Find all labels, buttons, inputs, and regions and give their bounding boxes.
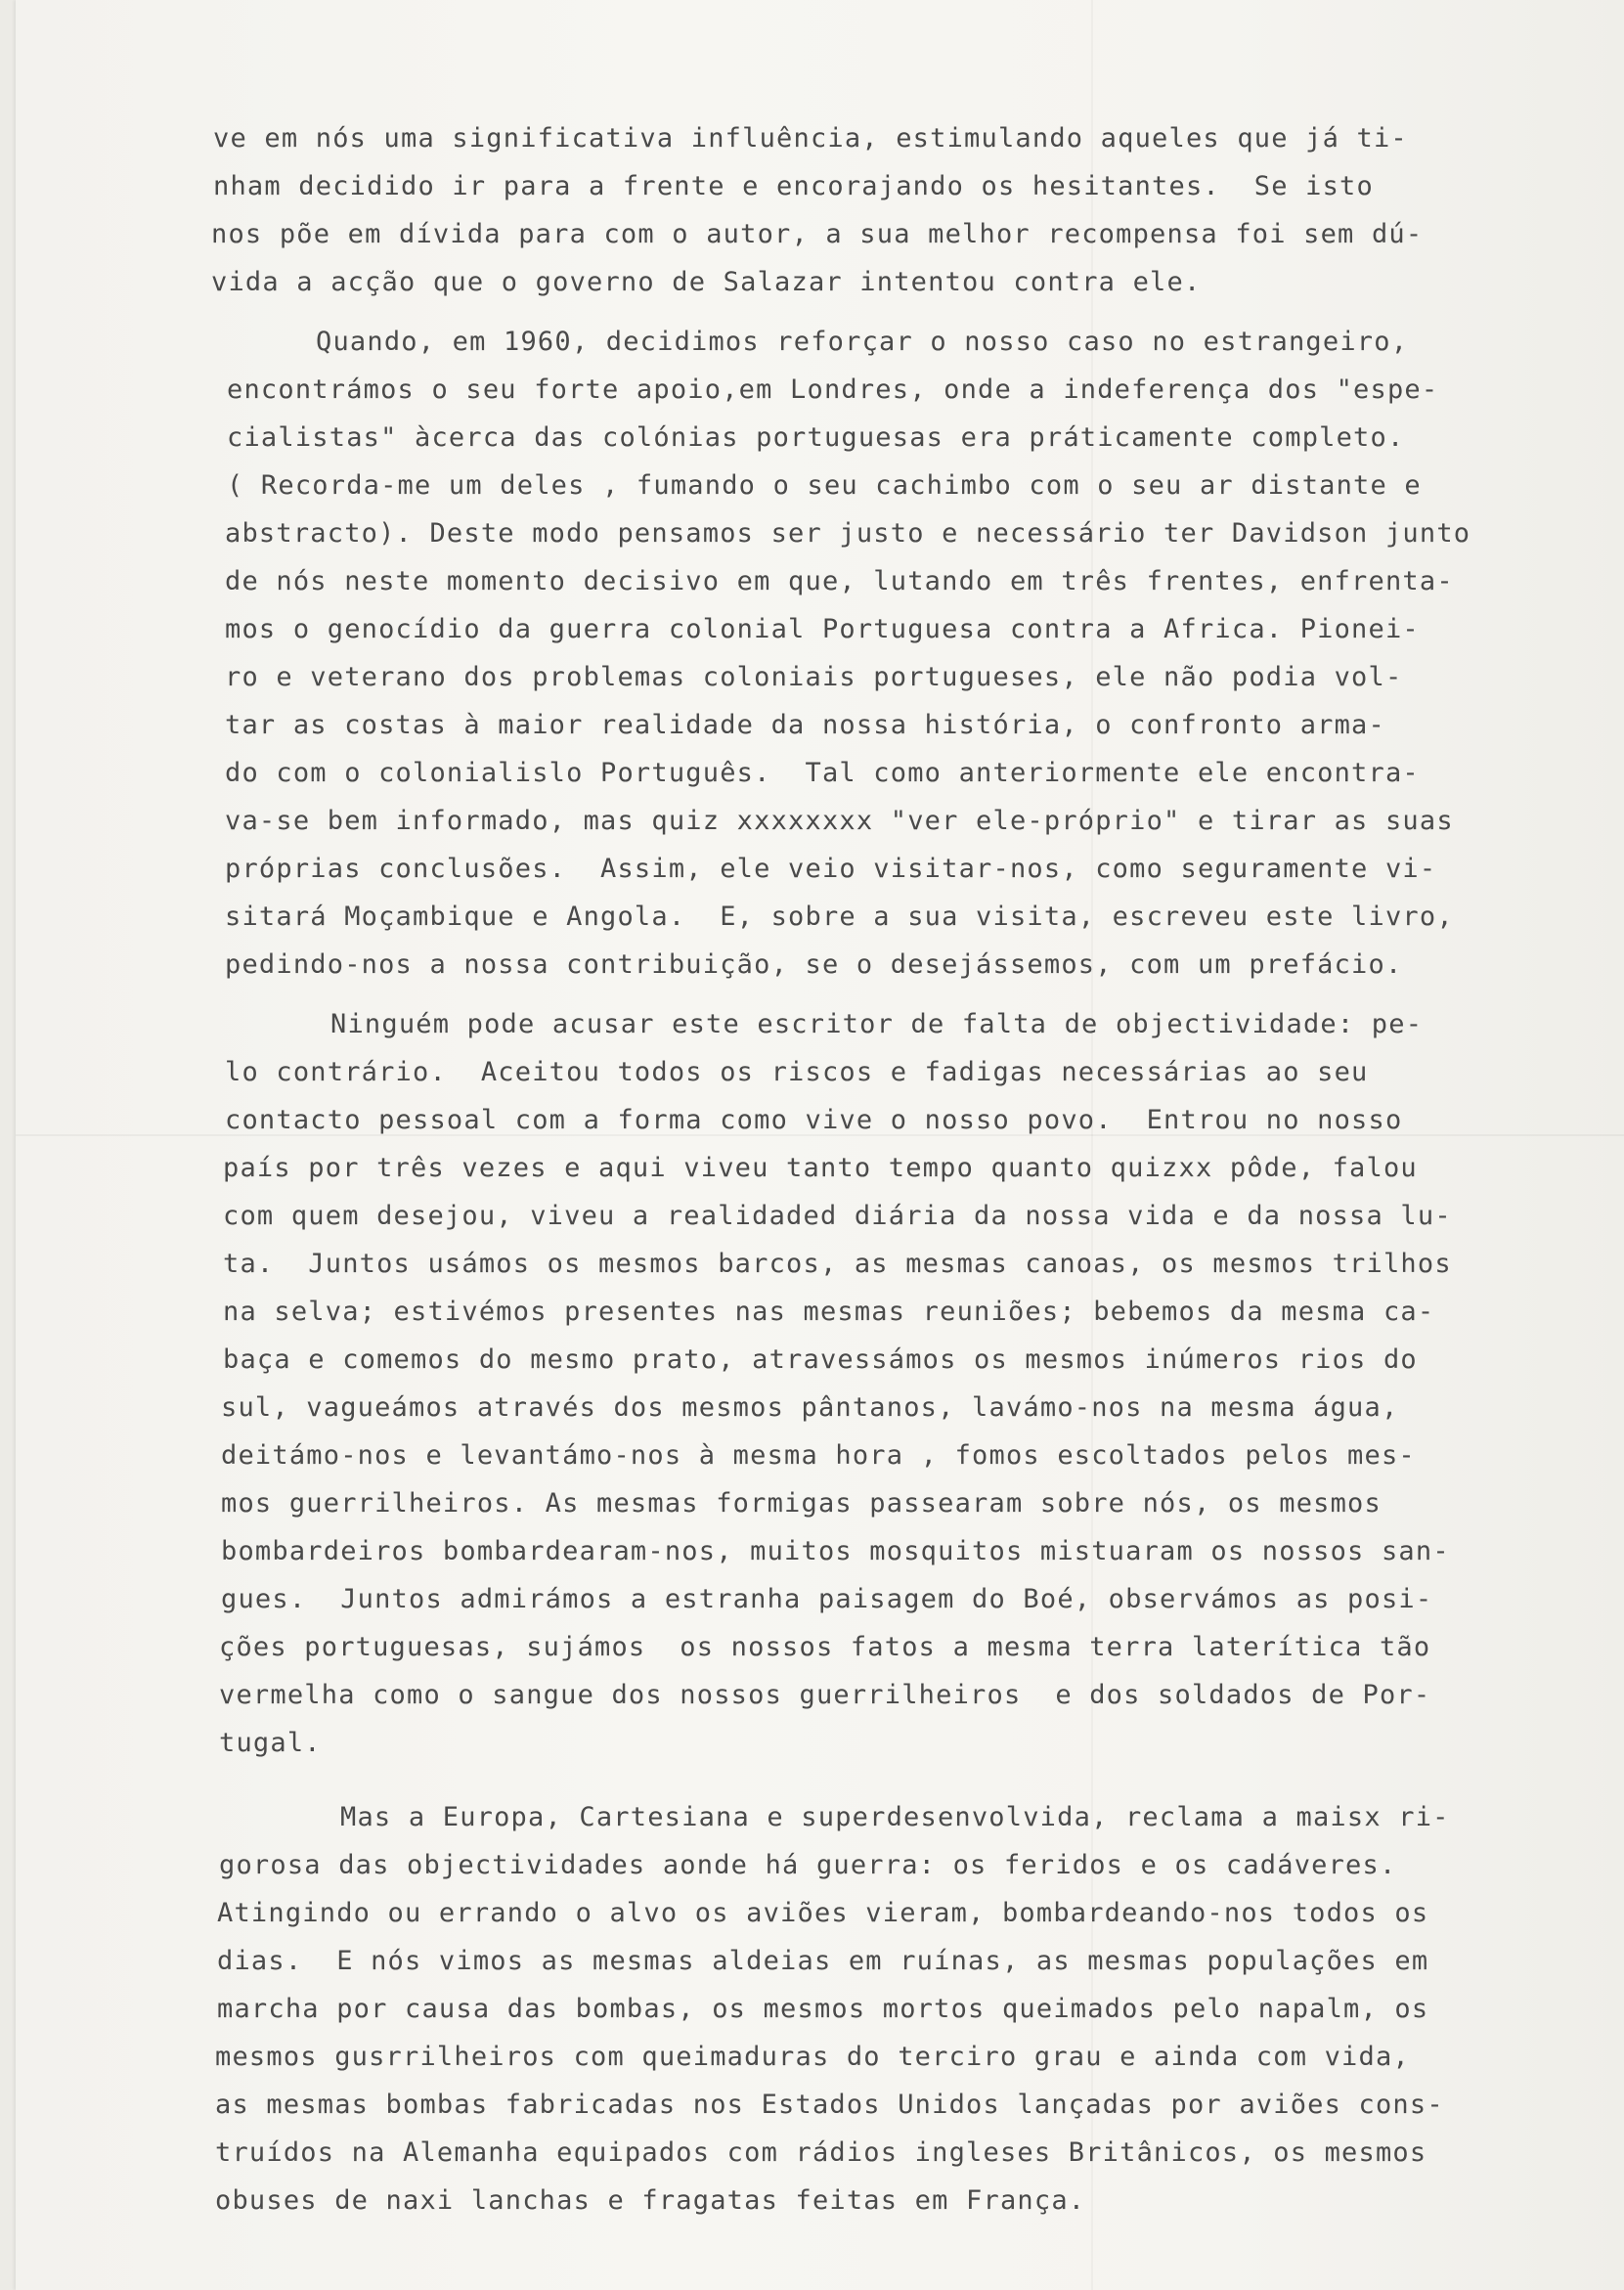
text-line: do com o colonialislo Português. Tal como anteriormente ele encontra- bbox=[225, 758, 1420, 788]
text-line: abstracto). Deste modo pensamos ser justo e necessário ter Davidson junto bbox=[225, 518, 1471, 549]
text-line: pedindo-nos a nossa contribuição, se o desejássemos, com um prefácio. bbox=[225, 949, 1403, 980]
text-line: marcha por causa das bombas, os mesmos mortos queimados pelo napalm, os bbox=[217, 1994, 1429, 2024]
text-line: deitámo-nos e levantámo-nos à mesma hora , fomos escoltados pelos mes- bbox=[221, 1440, 1416, 1471]
text-line: Ninguém pode acusar este escritor de falta de objectividade: pe- bbox=[330, 1009, 1424, 1039]
text-line: dias. E nós vimos as mesmas aldeias em ruínas, as mesmas populações em bbox=[217, 1946, 1429, 1976]
text-line: Quando, em 1960, decidimos reforçar o nosso caso no estrangeiro, bbox=[316, 327, 1409, 357]
text-line: tar as costas à maior realidade da nossa história, o confronto arma- bbox=[225, 710, 1385, 740]
text-line: va-se bem informado, mas quiz xxxxxxxx "ver ele-próprio" e tirar as suas bbox=[225, 806, 1454, 836]
text-line: truídos na Alemanha equipados com rádios ingleses Britânicos, os mesmos bbox=[215, 2137, 1427, 2168]
text-line: vida a acção que o governo de Salazar intentou contra ele. bbox=[211, 267, 1202, 297]
text-line: mesmos gusrrilheiros com queimaduras do terciro grau e ainda com vida, bbox=[215, 2042, 1410, 2072]
text-line: ções portuguesas, sujámos os nossos fatos a mesma terra laterítica tão bbox=[219, 1632, 1431, 1662]
text-line: as mesmas bombas fabricadas nos Estados Unidos lançadas por aviões cons- bbox=[215, 2090, 1444, 2120]
text-line: obuses de naxi lanchas e fragatas feitas em França. bbox=[215, 2185, 1086, 2216]
text-line: ta. Juntos usámos os mesmos barcos, as mesmas canoas, os mesmos trilhos bbox=[223, 1249, 1452, 1279]
text-line: mos o genocídio da guerra colonial Portuguesa contra a Africa. Pionei- bbox=[225, 614, 1420, 644]
text-line: de nós neste momento decisivo em que, lutando em três frentes, enfrenta- bbox=[225, 566, 1454, 596]
text-line: contacto pessoal com a forma como vive o nosso povo. Entrou no nosso bbox=[225, 1105, 1403, 1135]
text-line: bombardeiros bombardearam-nos, muitos mosquitos mistuaram os nossos san- bbox=[221, 1536, 1450, 1566]
text-line: tugal. bbox=[219, 1728, 322, 1758]
text-line: encontrámos o seu forte apoio,em Londres, onde a indeferença dos "espe- bbox=[227, 374, 1439, 405]
text-line: sitará Moçambique e Angola. E, sobre a sua visita, escreveu este livro, bbox=[225, 902, 1454, 932]
text-line: nham decidido ir para a frente e encorajando os hesitantes. Se isto bbox=[213, 171, 1374, 201]
text-line: cialistas" àcerca das colónias portuguesas era práticamente completo. bbox=[227, 422, 1405, 453]
text-line: com quem desejou, viveu a realidaded diária da nossa vida e da nossa lu- bbox=[223, 1201, 1452, 1231]
text-line: ro e veterano dos problemas coloniais portugueses, ele não podia vol- bbox=[225, 662, 1403, 692]
text-line: gues. Juntos admirámos a estranha paisagem do Boé, observámos as posi- bbox=[221, 1584, 1433, 1614]
text-line: sul, vagueámos através dos mesmos pântanos, lavámo-nos na mesma água, bbox=[221, 1392, 1399, 1423]
text-line: próprias conclusões. Assim, ele veio visitar-nos, como seguramente vi- bbox=[225, 854, 1437, 884]
text-line: mos guerrilheiros. As mesmas formigas passearam sobre nós, os mesmos bbox=[221, 1488, 1382, 1519]
text-line: baça e comemos do mesmo prato, atravessámos os mesmos inúmeros rios do bbox=[223, 1344, 1418, 1375]
text-line: gorosa das objectividades aonde há guerra: os feridos e os cadáveres. bbox=[219, 1850, 1397, 1880]
text-line: país por três vezes e aqui viveu tanto tempo quanto quizxx pôde, falou bbox=[223, 1153, 1418, 1183]
text-line: na selva; estivémos presentes nas mesmas reuniões; bebemos da mesma ca- bbox=[223, 1297, 1435, 1327]
text-line: ( Recorda-me um deles , fumando o seu cachimbo com o seu ar distante e bbox=[227, 470, 1422, 501]
text-line: lo contrário. Aceitou todos os riscos e fadigas necessárias ao seu bbox=[225, 1057, 1369, 1087]
text-line: Atingindo ou errando o alvo os aviões vieram, bombardeando-nos todos os bbox=[217, 1898, 1429, 1928]
text-line: ve em nós uma significativa influência, estimulando aqueles que já ti- bbox=[213, 123, 1408, 154]
text-line: nos põe em dívida para com o autor, a sua melhor recompensa foi sem dú- bbox=[211, 219, 1424, 249]
text-line: Mas a Europa, Cartesiana e superdesenvolvida, reclama a maisx ri- bbox=[340, 1802, 1450, 1832]
text-line: vermelha como o sangue dos nossos guerrilheiros e dos soldados de Por- bbox=[219, 1680, 1431, 1710]
